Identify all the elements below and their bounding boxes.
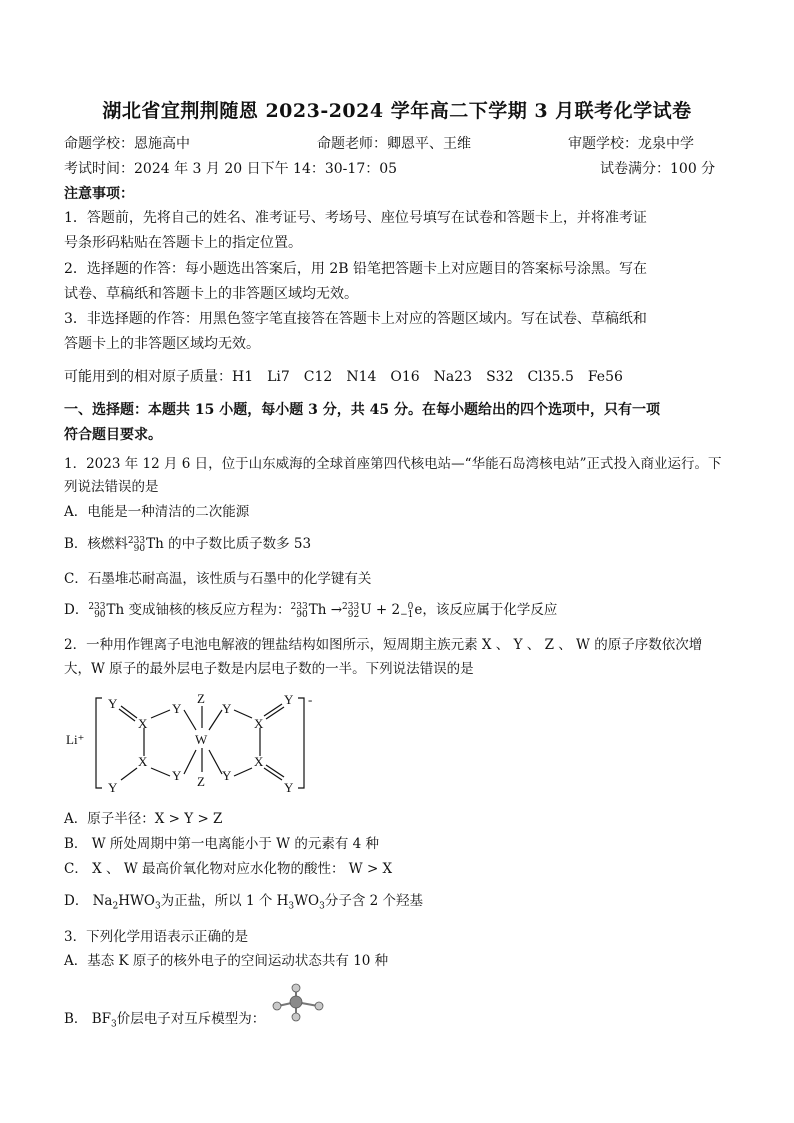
atom-z: Z: [197, 691, 205, 706]
mass-number: 233: [88, 601, 106, 612]
atomic-mass-line: 可能用到的相对原子质量：H1 Li7 C12 N14 O16 Na23 S32 Cl35.5 Fe56: [64, 369, 623, 385]
anion-charge: -: [308, 692, 313, 707]
notice-item-1b: 号条形码粘贴在答题卡上的指定位置。: [64, 235, 302, 251]
subscript: 2: [112, 901, 119, 912]
q1-d-text-3: U + 2: [360, 602, 401, 618]
ball-stick-model-image: [268, 982, 328, 1022]
bond: [184, 710, 196, 730]
atom-y: Y: [108, 780, 118, 795]
bond: [209, 750, 222, 774]
mass-number: 233: [290, 601, 308, 612]
atom-x: X: [254, 716, 264, 731]
q2-d-text: D． Na: [64, 893, 113, 909]
bond: [151, 768, 170, 776]
time-label: 考试时间：2024 年 3 月 20 日下午 14：30-17：05: [64, 161, 398, 177]
notice-heading: 注意事项：: [64, 186, 134, 202]
q1-d-nuclide-index-2: [291, 603, 308, 619]
q3-stem: 3．下列化学用语表示正确的是: [64, 929, 249, 945]
q1-option-c: C．石墨堆芯耐高温，该性质与石墨中的化学键有关: [64, 571, 372, 587]
atom-y: Y: [108, 696, 118, 711]
q1-d-electron-index: [400, 603, 413, 619]
right-bracket: [298, 698, 304, 788]
atomic-number: 90: [94, 609, 106, 620]
notice-item-3a: 3．非选择题的作答：用黑色签字笔直接答在答题卡上对应的答题区域内。写在试卷、草稿纸和: [64, 311, 647, 327]
bond: [121, 768, 137, 780]
atom-y: Y: [284, 692, 294, 707]
subscript: 3: [288, 901, 295, 912]
q2-stem-a: 2．一种用作锂离子电池电解液的锂盐结构如图所示，短周期主族元素 X 、 Y 、 Z 、 W 的原子序数依次增: [64, 637, 703, 653]
q2-d-text: 为正盐，所以 1 个 H: [160, 893, 289, 909]
notice-item-1a: 1．答题前，先将自己的姓名、准考证号、考场号、座位号填写在试卷和答题卡上，并将准考证: [64, 210, 647, 226]
atom-y: Y: [222, 768, 232, 783]
school-label: 命题学校：恩施高中: [64, 136, 190, 152]
q1-d-nuclide-index-3: [342, 603, 359, 619]
q1-b-prefix: B．核燃料: [64, 536, 128, 552]
atom-z: Z: [197, 774, 205, 789]
q3-option-a: A．基态 K 原子的核外电子的空间运动状态共有 10 种: [64, 953, 389, 969]
q2-option-d: [64, 889, 423, 912]
q2-option-c: C． X 、 W 最高价氧化物对应水化物的酸性： W > X: [64, 861, 393, 877]
subscript: 3: [111, 1019, 117, 1030]
mass-number: 233: [127, 535, 146, 546]
subscript: 3: [154, 901, 161, 912]
q1-d-prefix: D．: [64, 602, 89, 618]
section-heading-a: 一、选择题：本题共 15 小题，每小题 3 分，共 45 分。在每小题给出的四个选项中，只有一项: [64, 402, 660, 418]
q2-option-b: B． W 所处周期中第一电离能小于 W 的元素有 4 种: [64, 836, 380, 852]
q2-d-text: 分子含 2 个羟基: [324, 893, 424, 909]
mass-number: 233: [342, 601, 360, 612]
q1-d-text-1: Th 变成铀核的核反应方程为：: [106, 602, 291, 618]
q2-d-text: HWO: [118, 893, 155, 909]
left-bracket: [96, 698, 102, 788]
page-title: 湖北省宜荆荆随恩 2023-2024 学年高二下学期 3 月联考化学试卷: [102, 100, 692, 122]
q3-b-text: 价层电子对互斥模型为：: [116, 1011, 266, 1027]
atomic-number: 92: [347, 609, 360, 620]
q1-stem-b: 列说法错误的是: [64, 479, 159, 495]
bond: [151, 710, 170, 718]
q1-d-suffix: e，该反应属于化学反应: [414, 602, 558, 618]
atom-x: X: [254, 754, 264, 769]
mass-number: 0: [407, 601, 414, 612]
atom-x: X: [138, 754, 148, 769]
lithium-salt-structure-diagram: [64, 688, 334, 798]
atom-y: Y: [222, 701, 232, 716]
atom-y: Y: [172, 768, 182, 783]
lithium-cation: Li⁺: [66, 732, 85, 747]
q1-stem-a: 1．2023 年 12 月 6 日，位于山东威海的全球首座第四代核电站—“华能石岛湾核电站”正式投入商业运行。下: [64, 456, 722, 472]
q2-stem-b: 大，W 原子的最外层电子数是内层电子数的一半。下列说法错误的是: [64, 661, 474, 677]
bond: [234, 710, 252, 718]
q2-d-text: WO: [294, 893, 320, 909]
q1-option-a: A．电能是一种清洁的二次能源: [64, 504, 250, 520]
bond: [209, 710, 222, 730]
atomic-number: 90: [133, 543, 146, 554]
review-label: 审题学校：龙泉中学: [568, 136, 694, 152]
bond: [184, 750, 196, 774]
score-label: 试卷满分：100 分: [600, 161, 716, 177]
subscript: 3: [319, 901, 325, 912]
q1-b-suffix: Th 的中子数比质子数多 53: [146, 536, 312, 552]
notice-item-3b: 答题卡上的非答题区域均无效。: [64, 336, 260, 352]
atom-w: W: [195, 732, 208, 747]
bond: [234, 768, 252, 776]
charge-number: −1: [400, 609, 414, 620]
atom-y: Y: [284, 780, 294, 795]
atom-y: Y: [172, 701, 182, 716]
q1-d-text-2: Th →: [308, 602, 343, 618]
q3-option-b: [64, 1007, 265, 1030]
notice-item-2a: 2．选择题的作答：每小题选出答案后，用 2B 铅笔把答题卡上对应题目的答案标号涂黑。写在: [64, 261, 648, 277]
q3-b-text: B． BF: [64, 1011, 111, 1027]
notice-item-2b: 试卷、草稿纸和答题卡上的非答题区域均无效。: [64, 286, 358, 302]
q1-d-nuclide-index-1: [88, 603, 105, 619]
q1-option-d: [64, 598, 557, 619]
teacher-label: 命题老师：卿恩平、王维: [317, 136, 471, 152]
atomic-number: 90: [296, 609, 308, 620]
q1-option-b: [64, 532, 311, 553]
q2-option-a: A．原子半径：X > Y > Z: [64, 811, 223, 827]
q1-b-nuclide-index: [128, 537, 145, 553]
atom-x: X: [138, 716, 148, 731]
section-heading-b: 符合题目要求。: [64, 427, 162, 443]
